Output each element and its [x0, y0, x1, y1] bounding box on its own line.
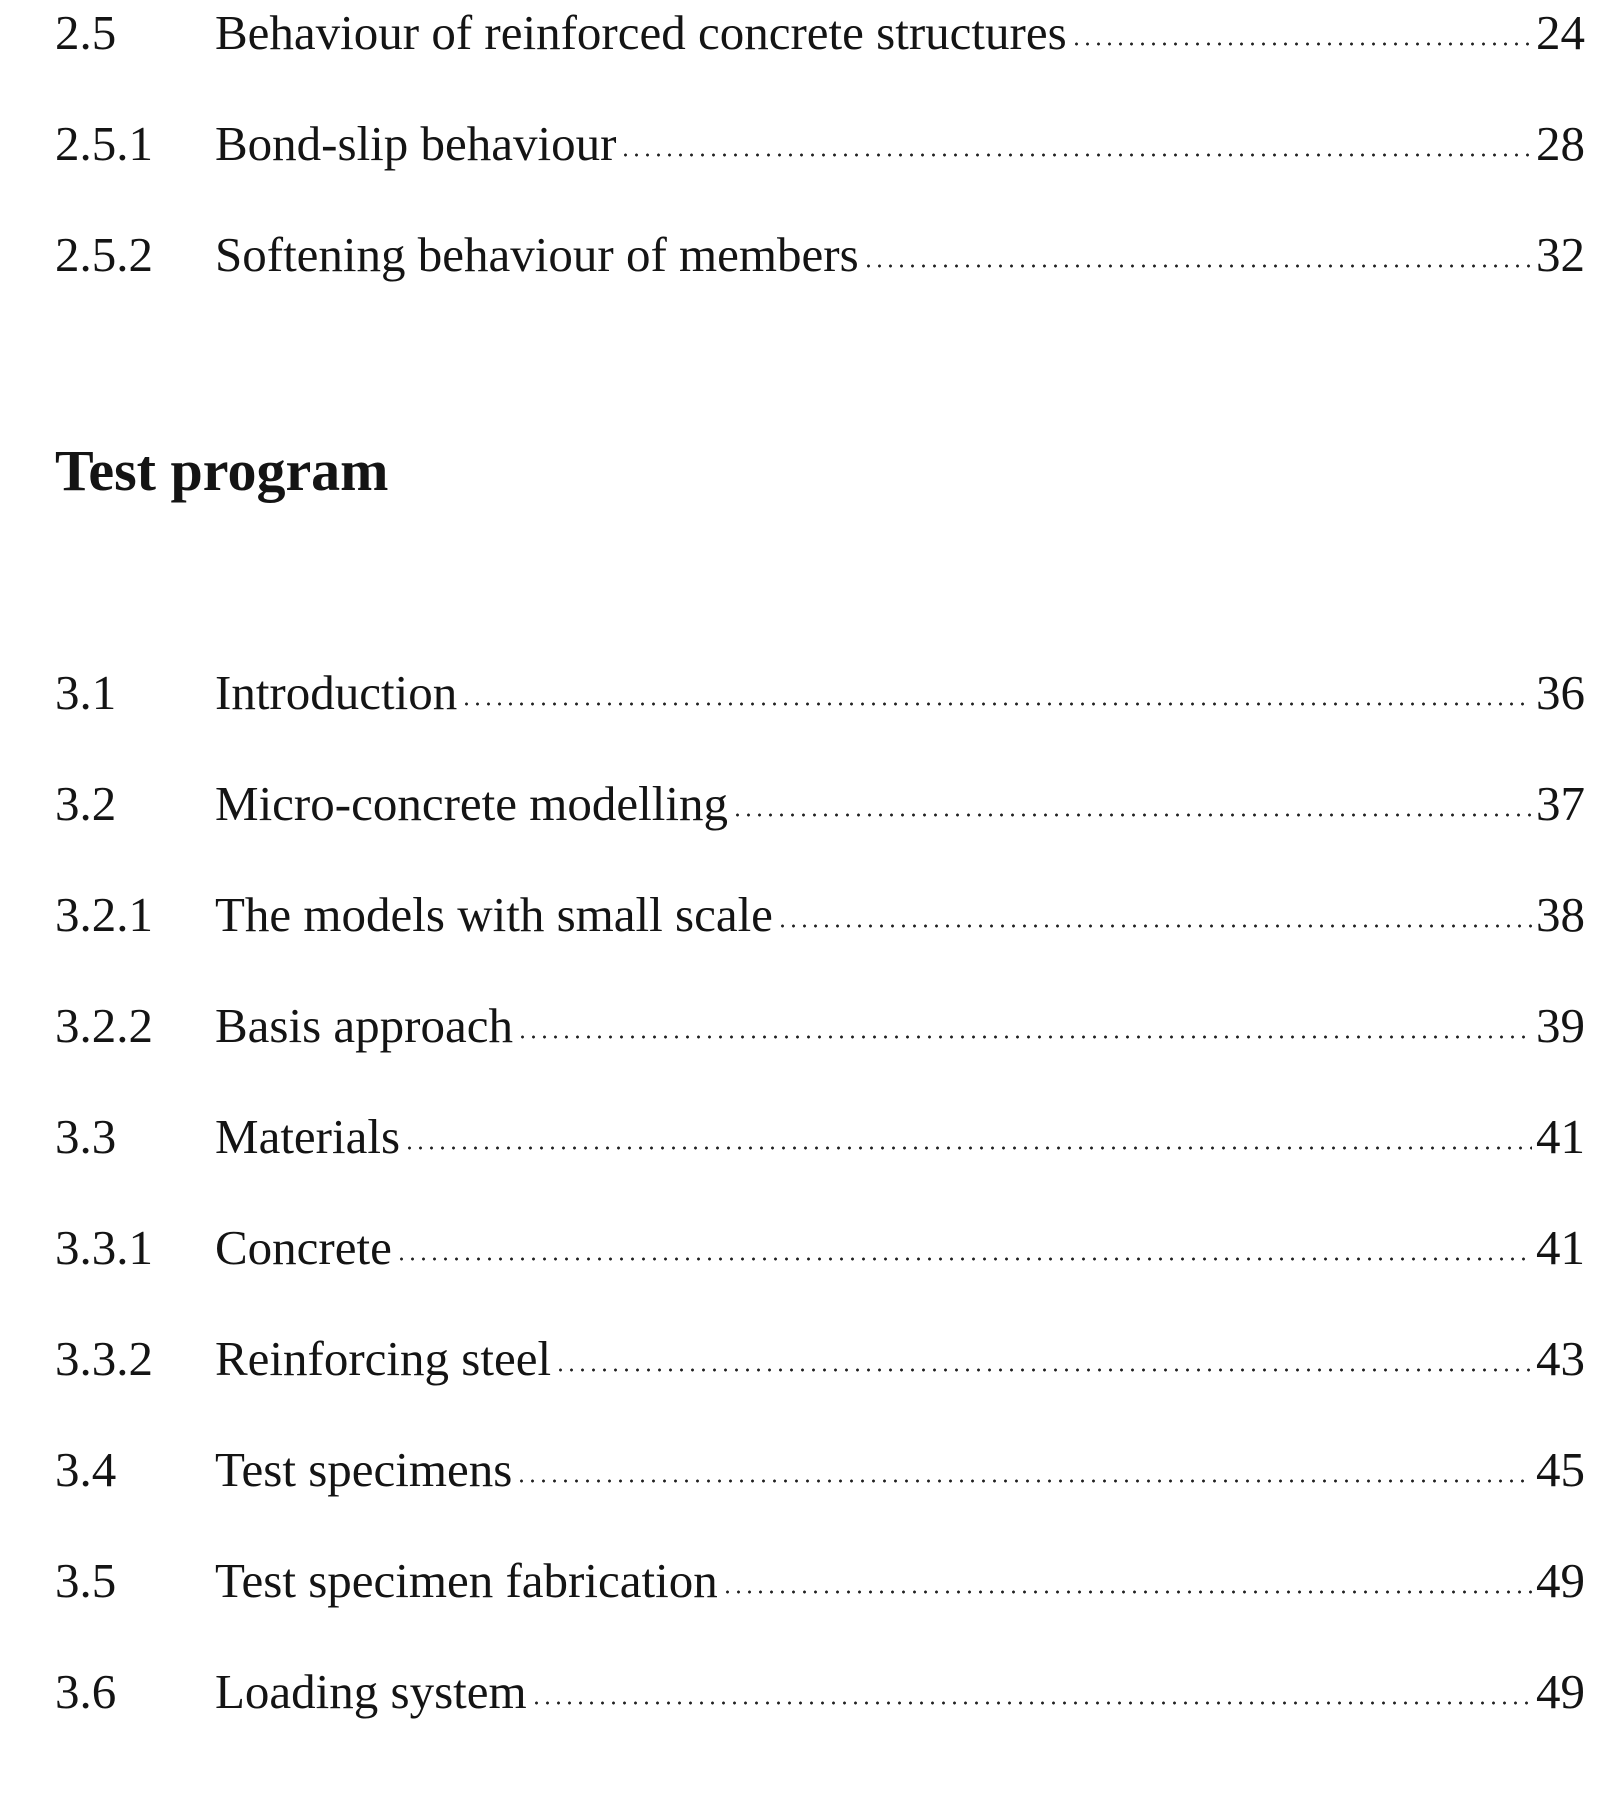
- dot-leader: [732, 813, 1532, 817]
- toc-entry-page: 41: [1536, 1220, 1585, 1275]
- toc-entry[interactable]: [55, 199, 1585, 310]
- dot-leader: [555, 1368, 1532, 1372]
- toc-entry-title: Softening behaviour of members: [215, 227, 859, 282]
- toc-entry[interactable]: [55, 1192, 1585, 1303]
- toc-entry-title: Basis approach: [215, 998, 513, 1053]
- toc-entry-title: Test specimen fabrication: [215, 1553, 718, 1608]
- toc-entry-title: The models with small scale: [215, 887, 773, 942]
- toc-entry-number: 3.2.1: [55, 887, 153, 942]
- toc-entry-number: 2.5.1: [55, 116, 153, 171]
- toc-entry[interactable]: [55, 859, 1585, 970]
- toc-entry-title: Reinforcing steel: [215, 1331, 552, 1386]
- toc-entry[interactable]: [55, 0, 1585, 88]
- toc-entry-page: 49: [1536, 1553, 1585, 1608]
- toc-section-2: [55, 0, 1585, 310]
- toc-entry[interactable]: [55, 88, 1585, 199]
- toc-entry[interactable]: [55, 1081, 1585, 1192]
- toc-entry-page: 38: [1536, 887, 1585, 942]
- dot-leader: [722, 1590, 1532, 1594]
- toc-entry-page: 49: [1536, 1664, 1585, 1719]
- toc-entry-title: Materials: [215, 1109, 401, 1164]
- dot-leader: [863, 264, 1532, 268]
- toc-entry[interactable]: [55, 1525, 1585, 1636]
- toc-entry-number: 3.3.2: [55, 1331, 153, 1386]
- toc-entry-page: 32: [1536, 227, 1585, 282]
- toc-entry[interactable]: [55, 1414, 1585, 1525]
- toc-entry-title: Test specimens: [215, 1442, 513, 1497]
- toc-entry-page: 28: [1536, 116, 1585, 171]
- toc-entry-page: 37: [1536, 776, 1585, 831]
- toc-entry-number: 2.5.2: [55, 227, 153, 282]
- toc-entry-number: 3.4: [55, 1442, 117, 1497]
- toc-entry-number: 3.2.2: [55, 998, 153, 1053]
- dot-leader: [777, 924, 1532, 928]
- toc-section-3: [55, 637, 1585, 1747]
- dot-leader: [396, 1257, 1532, 1261]
- toc-entry-page: 39: [1536, 998, 1585, 1053]
- toc-entry-title: Behaviour of reinforced concrete structures: [215, 5, 1067, 60]
- dot-leader: [1071, 42, 1532, 46]
- toc-entry-page: 41: [1536, 1109, 1585, 1164]
- toc-entry-number: 2.5: [55, 5, 117, 60]
- toc-entry-number: 3.6: [55, 1664, 117, 1719]
- toc-entry[interactable]: [55, 637, 1585, 748]
- chapter-heading: Test program: [55, 438, 389, 503]
- dot-leader: [620, 153, 1532, 157]
- toc-entry-title: Introduction: [215, 665, 458, 720]
- toc-entry-number: 3.3.1: [55, 1220, 153, 1275]
- toc-entry-number: 3.5: [55, 1553, 117, 1608]
- toc-entry-page: 36: [1536, 665, 1585, 720]
- dot-leader: [517, 1035, 1532, 1039]
- toc-entry[interactable]: [55, 748, 1585, 859]
- toc-entry-title: Loading system: [215, 1664, 527, 1719]
- toc-entry-page: 43: [1536, 1331, 1585, 1386]
- toc-entry[interactable]: [55, 970, 1585, 1081]
- toc-entry-number: 3.1: [55, 665, 117, 720]
- dot-leader: [404, 1146, 1532, 1150]
- toc-entry-title: Concrete: [215, 1220, 392, 1275]
- toc-entry-page: 45: [1536, 1442, 1585, 1497]
- toc-entry-number: 3.3: [55, 1109, 117, 1164]
- toc-entry-title: Micro-concrete modelling: [215, 776, 728, 831]
- toc-entry-page: 24: [1536, 5, 1585, 60]
- dot-leader: [531, 1701, 1532, 1705]
- toc-entry-number: 3.2: [55, 776, 117, 831]
- toc-entry[interactable]: [55, 1303, 1585, 1414]
- dot-leader: [461, 702, 1532, 706]
- dot-leader: [516, 1479, 1532, 1483]
- toc-entry-title: Bond-slip behaviour: [215, 116, 617, 171]
- toc-entry[interactable]: [55, 1636, 1585, 1747]
